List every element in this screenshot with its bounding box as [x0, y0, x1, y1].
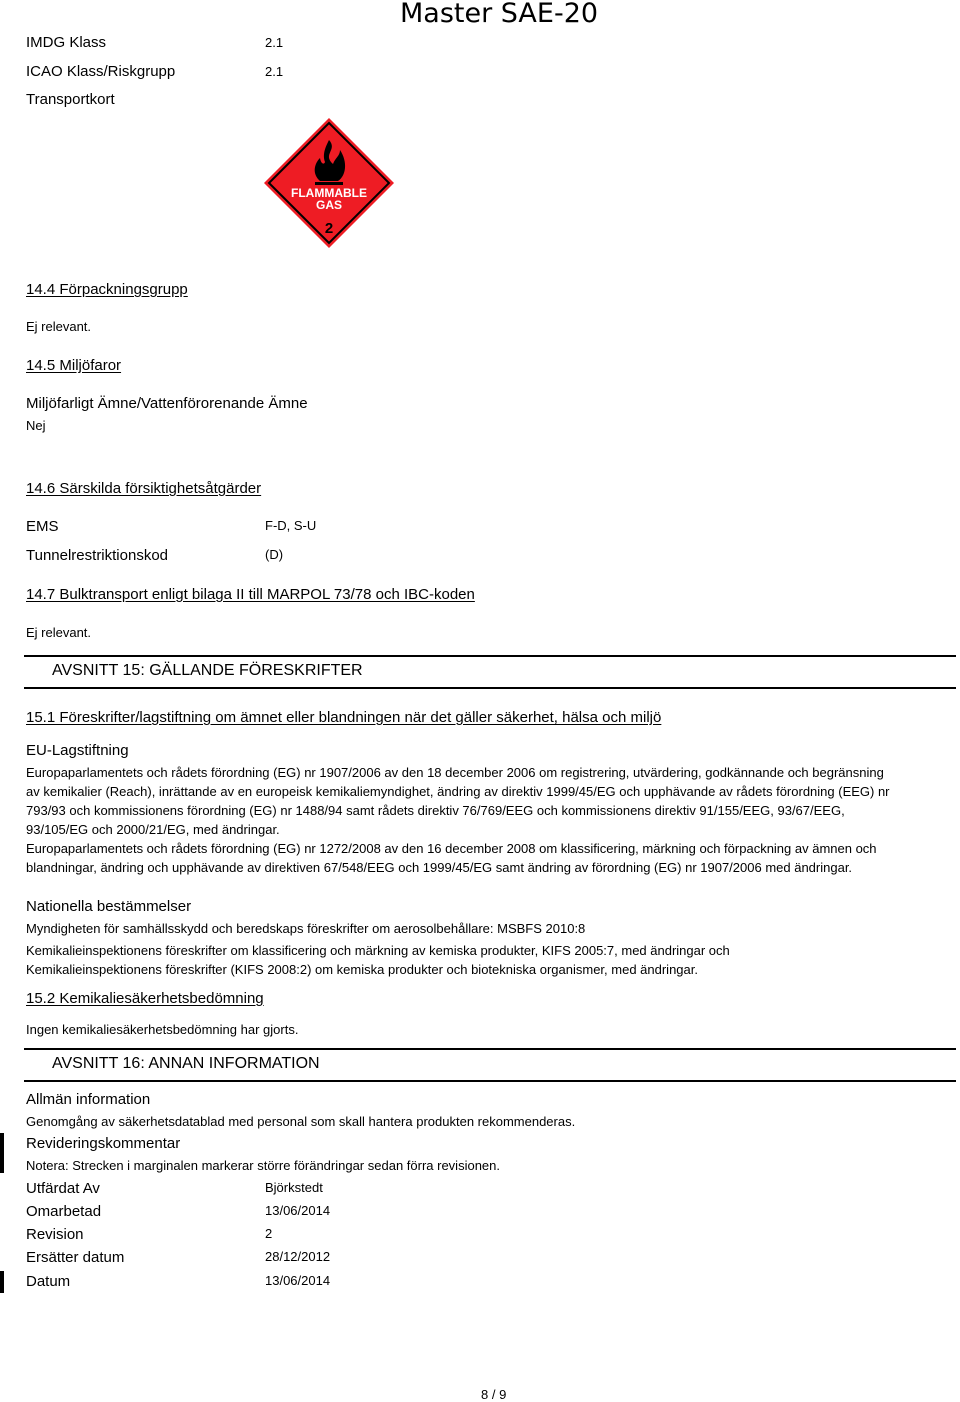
revision-label: Revision: [26, 1226, 84, 1243]
section-15-2-text: Ingen kemikaliesäkerhetsbedömning har gjorts.: [26, 1022, 299, 1037]
supersedes-date-label: Ersätter datum: [26, 1249, 125, 1266]
imdg-label: IMDG Klass: [26, 34, 107, 51]
revision-comment-heading: Revideringskommentar: [26, 1135, 181, 1152]
general-information-heading: Allmän information: [26, 1091, 151, 1108]
hazard-class-number: 2: [324, 220, 334, 237]
change-bar-revision-comment: [0, 1133, 4, 1173]
ems-value: F-D, S-U: [265, 518, 317, 533]
section-14-5-heading: 14.5 Miljöfaror: [26, 357, 122, 374]
issued-by-label: Utfärdat Av: [26, 1180, 100, 1197]
national-regulations-heading: Nationella bestämmelser: [26, 898, 192, 915]
general-information-text: Genomgång av säkerhetsdatablad med personal som skall hantera produkten rekommenderas.: [26, 1114, 576, 1129]
issued-by-value: Björkstedt: [265, 1180, 323, 1195]
tunnel-code-value: (D): [265, 547, 284, 562]
section-15-band: [24, 655, 956, 689]
imdg-value: 2.1: [265, 35, 284, 50]
national-regulations-paragraph-1: Myndigheten för samhällsskydd och beredskaps föreskrifter om aerosolbehållare: MSBFS 2010:8: [26, 921, 586, 936]
environmental-hazard-value: Nej: [26, 418, 46, 433]
date-value: 13/06/2014: [265, 1273, 331, 1288]
tunnel-code-label: Tunnelrestriktionskod: [26, 547, 169, 564]
revision-value: 2: [265, 1226, 273, 1241]
change-bar-date: [0, 1271, 4, 1293]
section-16-title: AVSNITT 16: ANNAN INFORMATION: [52, 1055, 320, 1072]
revised-value: 13/06/2014: [265, 1203, 331, 1218]
transport-label-heading: Transportkort: [26, 91, 115, 108]
revision-comment-text: Notera: Strecken i marginalen markerar större förändringar sedan förra revisionen.: [26, 1158, 500, 1173]
section-16-band: [24, 1048, 956, 1082]
section-15-1-heading: 15.1 Föreskrifter/lagstiftning om ämnet eller blandningen när det gäller säkerhet, hälsa och miljö: [26, 709, 662, 726]
section-15-2-heading: 15.2 Kemikaliesäkerhetsbedömning: [26, 990, 264, 1007]
flammable-gas-hazard-label: [264, 118, 394, 248]
date-label: Datum: [26, 1273, 71, 1290]
ems-label: EMS: [26, 518, 59, 535]
section-14-6-heading: 14.6 Särskilda försiktighetsåtgärder: [26, 480, 262, 497]
environmental-hazard-label: Miljöfarligt Ämne/Vattenförorenande Ämne: [26, 395, 308, 412]
page-number: 8 / 9: [481, 1387, 507, 1402]
eu-legislation-paragraph-2: Europaparlamentets och rådets förordning (EG) nr 1272/2008 av den 16 december 2008 om klassificering, märkning och förpackning av ämnen och blandningar, ändring och upphävande av direktiven 67/548/EEG och 1999/45/EG samt ändring av förordning (EG) nr 1907/2006 med ändringar.: [26, 841, 877, 875]
icao-label: ICAO Klass/Riskgrupp: [26, 63, 176, 80]
section-15-title: AVSNITT 15: GÄLLANDE FÖRESKRIFTER: [52, 662, 363, 679]
revised-label: Omarbetad: [26, 1203, 102, 1220]
product-title: Master SAE-20: [400, 0, 599, 29]
hazard-text-line2: GAS: [315, 198, 343, 212]
eu-legislation-heading: EU-Lagstiftning: [26, 742, 129, 759]
national-regulations-paragraph-2: Kemikalieinspektionens föreskrifter om klassificering och märkning av kemiska produkter, KIFS 2005:7, med ändringar och Kemikalieinspektionens föreskrifter (KIFS 2008:2) om kemiska produkter och biotekniska organismer, med ändringar.: [26, 943, 730, 977]
supersedes-date-value: 28/12/2012: [265, 1249, 331, 1264]
section-14-4-heading: 14.4 Förpackningsgrupp: [26, 281, 188, 298]
section-14-7-heading: 14.7 Bulktransport enligt bilaga II till MARPOL 73/78 och IBC-koden: [26, 586, 475, 603]
eu-legislation-paragraph-1: Europaparlamentets och rådets förordning (EG) nr 1907/2006 av den 18 december 2006 om registrering, utvärdering, godkännande och begränsning av kemikalier (Reach), inrättande av en europeisk kemikaliemyndighet, ändring av direktiv 1999/45/EG och upphävande av rådets förordning (EEG) nr 793/93 och kommissionens förordning (EG) nr 1488/94 samt rådets direktiv 76/769/EEG och kommissionens direktiv 91/155/EEG, 93/67/EEG, 93/105/EG och 2000/21/EG, med ändringar.: [26, 765, 890, 837]
hazard-text-line1: FLAMMABLE: [291, 186, 367, 200]
section-14-7-text: Ej relevant.: [26, 625, 92, 640]
icao-value: 2.1: [265, 64, 284, 79]
section-14-4-text: Ej relevant.: [26, 319, 92, 334]
